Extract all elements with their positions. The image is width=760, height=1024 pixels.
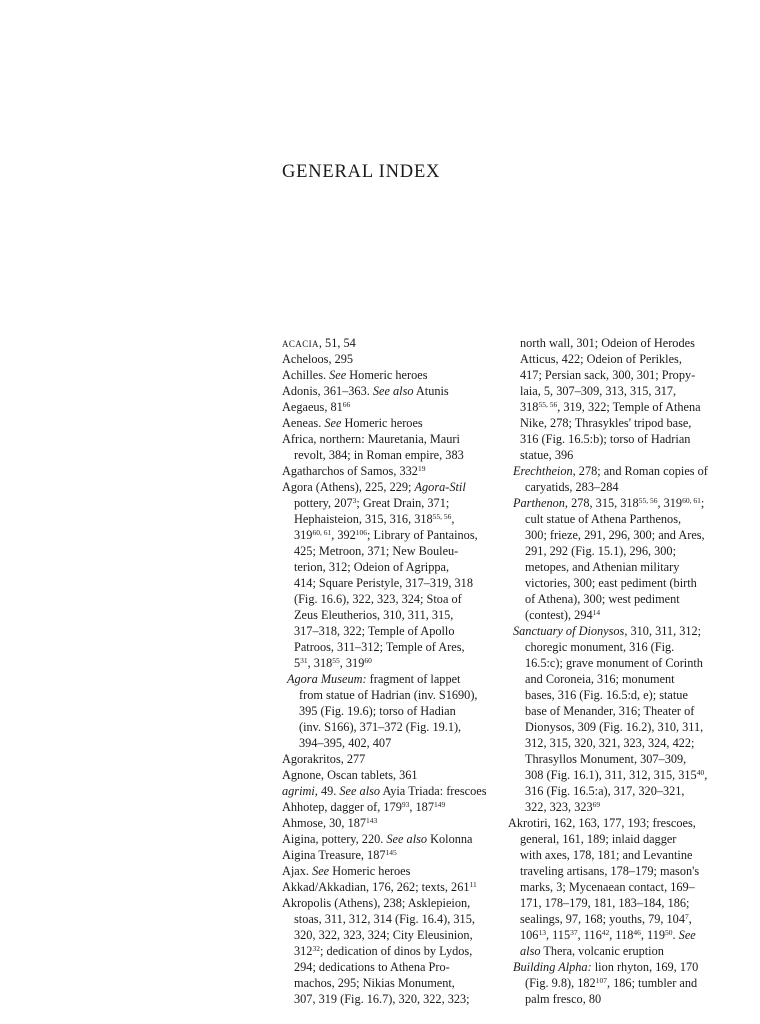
note-reference: 14 [592,608,601,617]
index-text: lion rhyton, 169, 170 [591,960,699,974]
index-text: 294; dedications to Athena Pro- [294,960,450,974]
index-text: , 318 [307,656,333,670]
index-line [282,751,500,767]
index-text: Homeric heroes [341,416,423,430]
index-line [282,559,500,575]
index-text: Akkad/Akkadian, 176, 262; texts, 261 [282,880,470,894]
index-text: Erechtheion, [513,464,576,478]
index-line [282,943,500,959]
index-text: Homeric heroes [329,864,411,878]
index-text: Ajax. [282,864,313,878]
note-reference: 3 [352,496,357,505]
index-text: caryatids, 283–284 [525,480,619,494]
note-reference: 107 [595,976,607,985]
index-text: Ahhotep, dagger of, 179 [282,800,402,814]
index-line [282,623,500,639]
index-line [508,719,708,735]
index-text: See also [339,784,381,798]
index-text: Thrasyllos Monument, 307–309, [525,752,687,766]
index-column-right [508,335,708,1007]
index-text: general, 161, 189; inlaid dagger [520,832,677,846]
index-text: Hephaisteion, 315, 316, 318 [294,512,433,526]
index-line [508,495,708,511]
index-text: stoas, 311, 312, 314 (Fig. 16.4), 315, [294,912,475,926]
index-text: (Fig. 9.8), 182 [525,976,596,990]
index-text: 308 (Fig. 16.1), 311, 312, 315, 315 [525,768,697,782]
index-line [508,367,708,383]
index-text: Agatharchos of Samos, 332 [282,464,418,478]
index-line [508,815,708,831]
index-text: 307, 319 (Fig. 16.7), 320, 322, 323; [294,992,470,1006]
index-text: victories, 300; east pediment (birth [525,576,697,590]
index-text: Acheloos, 295 [282,352,354,366]
index-text: . [672,928,679,942]
note-reference: 46 [633,928,641,937]
index-line [282,719,500,735]
index-text: (contest), 294 [525,608,593,622]
note-reference: 69 [592,800,601,809]
index-text: , 187 [409,800,434,814]
index-text: base of Menander, 316; Theater of [525,704,695,718]
index-line [508,447,708,463]
index-text: Aeneas. [282,416,325,430]
index-text: 425; Metroon, 371; New Bouleu- [294,544,459,558]
index-line [282,351,500,367]
index-text: choregic monument, 316 (Fig. [525,640,675,654]
note-reference: 7 [684,912,689,921]
index-line [508,479,708,495]
index-line [508,559,708,575]
index-line [508,735,708,751]
index-text: Sanctuary of Dionysos, [513,624,628,638]
index-text: See also [372,384,414,398]
index-line [282,479,500,495]
index-line [282,527,500,543]
index-line [508,415,708,431]
index-text: of Athena), 300; west pediment [525,592,680,606]
note-reference: 19 [417,464,426,473]
note-reference: 37 [570,928,578,937]
index-line [508,527,708,543]
index-line [508,431,708,447]
index-text: , 319 [657,496,683,510]
index-text: (inv. S166), 371–372 (Fig. 19.1), [299,720,462,734]
index-text: See [329,368,347,382]
index-line [508,799,708,815]
index-text: Agorakritos, 277 [282,752,366,766]
note-reference: 149 [433,800,446,809]
index-text: Agora-Stil [414,480,466,494]
note-reference: 13 [538,928,546,937]
index-text: revolt, 384; in Roman empire, 383 [294,448,464,462]
index-text: Dionysos, 309 (Fig. 16.2), 310, 311, [525,720,704,734]
index-line [282,367,500,383]
index-text: (Fig. 16.6), 322, 323, 324; Stoa of [294,592,462,606]
note-reference: 60, 61 [682,496,701,505]
index-text: Africa, northern: Mauretania, Mauri [282,432,460,446]
index-text: acacia [282,336,319,350]
index-line [282,879,500,895]
index-text: See [324,416,342,430]
index-text: See [678,928,696,942]
index-text: , [704,768,708,782]
index-line [508,879,708,895]
index-text: Aigina Treasure, 187 [282,848,386,862]
index-text: laia, 5, 307–309, 313, 315, 317, [520,384,677,398]
index-line [508,927,708,943]
index-line [508,687,708,703]
index-line [282,671,500,687]
index-text: , 392 [331,528,356,542]
index-line [282,575,500,591]
index-line [282,639,500,655]
index-line [282,431,500,447]
index-text: Aigina, pottery, 220. [282,832,387,846]
index-line [282,895,500,911]
index-text: 171, 178–179, 181, 183–184, 186; [520,896,690,910]
index-text: Thera, volcanic eruption [540,944,664,958]
index-line [282,847,500,863]
page-title: GENERAL INDEX [282,162,441,183]
index-text: Zeus Eleutherios, 310, 311, 315, [294,608,454,622]
index-text: 317–318, 322; Temple of Apollo [294,624,455,638]
index-line [282,783,500,799]
index-text: 395 (Fig. 19.6); torso of Hadian [299,704,456,718]
index-text: palm fresco, 80 [525,992,602,1006]
index-line [508,895,708,911]
index-line [508,623,708,639]
index-text: 316 (Fig. 16.5:a), 317, 320–321, [525,784,685,798]
index-text: bases, 316 (Fig. 16.5:d, e); statue [525,688,688,702]
index-line [282,799,500,815]
index-line [282,591,500,607]
index-text: 394–395, 402, 407 [299,736,392,750]
note-reference: 55, 56 [638,496,658,505]
index-line [508,831,708,847]
index-line [508,639,708,655]
note-reference: 143 [366,816,378,825]
note-reference: 40 [696,768,705,777]
index-text: fragment of lappet [366,672,461,686]
index-line [508,335,708,351]
index-line [282,447,500,463]
index-line [508,543,708,559]
note-reference: 55, 56 [432,512,452,521]
index-text: ; dedication of dinos by Lydos, [319,944,473,958]
index-line [282,607,500,623]
note-reference: 60, 61 [312,528,332,537]
index-text: Nike, 278; Thrasykles' tripod base, [520,416,692,430]
index-text: 318 [520,400,539,414]
note-reference: 60 [364,656,372,665]
note-reference: 50 [665,928,673,937]
index-text: 49. [317,784,340,798]
index-text: with axes, 178, 181; and Levantine [520,848,693,862]
index-text: 319 [294,528,313,542]
index-text: also [520,944,541,958]
index-text: , 119 [640,928,666,942]
index-line [508,591,708,607]
index-text: sealings, 97, 168; youths, 79, 104 [520,912,685,926]
note-reference: 31 [300,656,308,665]
index-text: 5 [294,656,301,670]
index-line [282,959,500,975]
index-text: traveling artisans, 178–179; mason's [520,864,700,878]
index-text: from statue of Hadrian (inv. S1690), [299,688,478,702]
index-line [508,655,708,671]
index-line [508,511,708,527]
index-text: See also [386,832,428,846]
index-text: Aegaeus, 81 [282,400,343,414]
index-line [282,383,500,399]
index-text: , 319 [339,656,365,670]
index-line [508,751,708,767]
index-line [282,863,500,879]
index-line [282,495,500,511]
index-text: machos, 295; Nikias Monument, [294,976,455,990]
index-text: Patroos, 311–312; Temple of Ares, [294,640,465,654]
note-reference: 55, 56 [538,400,558,409]
index-text: marks, 3; Mycenaean contact, 169– [520,880,695,894]
index-line [508,863,708,879]
index-text: , 319, 322; Temple of Athena [557,400,701,414]
note-reference: 11 [469,880,477,889]
note-reference: 145 [385,848,397,857]
index-line [282,927,500,943]
index-line [282,655,500,671]
index-text: 312, 315, 320, 321, 323, 324, 422; [525,736,695,750]
index-line [508,463,708,479]
index-text: terion, 312; Odeion of Agrippa, [294,560,450,574]
index-text: Akrotiri, 162, 163, 177, 193; frescoes, [508,816,696,830]
index-text: 310, 311, 312; [627,624,702,638]
index-text: 414; Square Peristyle, 317–319, 318 [294,576,473,590]
index-text: , 186; tumbler and [606,976,698,990]
index-text: , [451,512,455,526]
index-text: 312 [294,944,313,958]
index-line [508,783,708,799]
index-text: ; [700,496,705,510]
index-line [282,911,500,927]
index-line [282,415,500,431]
index-text: Ahmose, 30, 187 [282,816,367,830]
index-line [508,671,708,687]
index-line [282,703,500,719]
index-text: 291, 292 (Fig. 15.1), 296, 300; [525,544,676,558]
note-reference: 32 [312,944,320,953]
index-line [282,991,500,1007]
index-text: north wall, 301; Odeion of Herodes [520,336,695,350]
index-line [508,991,708,1007]
index-line [282,687,500,703]
index-text: Achilles. [282,368,330,382]
index-text: Agora Museum: [287,672,367,686]
index-line [508,607,708,623]
index-text: agrimi, [282,784,318,798]
index-line [282,463,500,479]
index-text: statue, 396 [520,448,574,462]
index-line [508,911,708,927]
index-line [508,959,708,975]
index-text: 278, 315, 318 [568,496,639,510]
index-text: ; Library of Pantainos, [367,528,478,542]
index-line [508,399,708,415]
index-text: cult statue of Athena Parthenos, [525,512,682,526]
index-line [508,943,708,959]
index-text: Agora (Athens), 225, 229; [282,480,415,494]
index-text: 278; and Roman copies of [575,464,708,478]
index-line [508,847,708,863]
index-text: Homeric heroes [346,368,428,382]
index-text: ; Great Drain, 371; [356,496,450,510]
index-column-left [282,335,500,1007]
index-text: , [688,912,692,926]
index-text: Parthenon, [513,496,568,510]
index-line [282,815,500,831]
index-text: 417; Persian sack, 300, 301; Propy- [520,368,696,382]
index-line [282,975,500,991]
index-text: Atunis [413,384,449,398]
note-reference: 55 [332,656,340,665]
index-line [508,575,708,591]
index-line [508,975,708,991]
index-text: Atticus, 422; Odeion of Perikles, [520,352,682,366]
index-text: 16.5:c); grave monument of Corinth [525,656,703,670]
index-text: , 51, 54 [318,336,356,350]
index-text: , 116 [577,928,602,942]
index-line [508,383,708,399]
index-text: 322, 323, 323 [525,800,593,814]
note-reference: 93 [401,800,410,809]
index-text: Ayia Triada: frescoes [380,784,487,798]
index-text: 320, 322, 323, 324; City Eleusinion, [294,928,473,942]
index-line [282,767,500,783]
index-text: 300; frieze, 291, 296, 300; and Ares, [525,528,705,542]
index-text: 316 (Fig. 16.5:b); torso of Hadrian [520,432,691,446]
index-line [508,351,708,367]
index-text: Agnone, Oscan tablets, 361 [282,768,418,782]
note-reference: 106 [355,528,368,537]
index-text: See [312,864,330,878]
index-text: pottery, 207 [294,496,353,510]
index-line [282,831,500,847]
index-text: 106 [520,928,539,942]
index-line [282,511,500,527]
index-line [282,735,500,751]
index-line [282,543,500,559]
index-text: Building Alpha: [513,960,592,974]
note-reference: 42 [601,928,610,937]
index-text: , 118 [609,928,634,942]
index-text: , 115 [545,928,571,942]
index-line [282,335,500,351]
index-text: Akropolis (Athens), 238; Asklepieion, [282,896,471,910]
index-text: Kolonna [427,832,473,846]
index-text: Adonis, 361–363. [282,384,373,398]
index-text: and Coroneia, 316; monument [525,672,675,686]
index-text: metopes, and Athenian military [525,560,680,574]
index-line [508,703,708,719]
index-line [282,399,500,415]
note-reference: 66 [342,400,351,409]
index-line [508,767,708,783]
